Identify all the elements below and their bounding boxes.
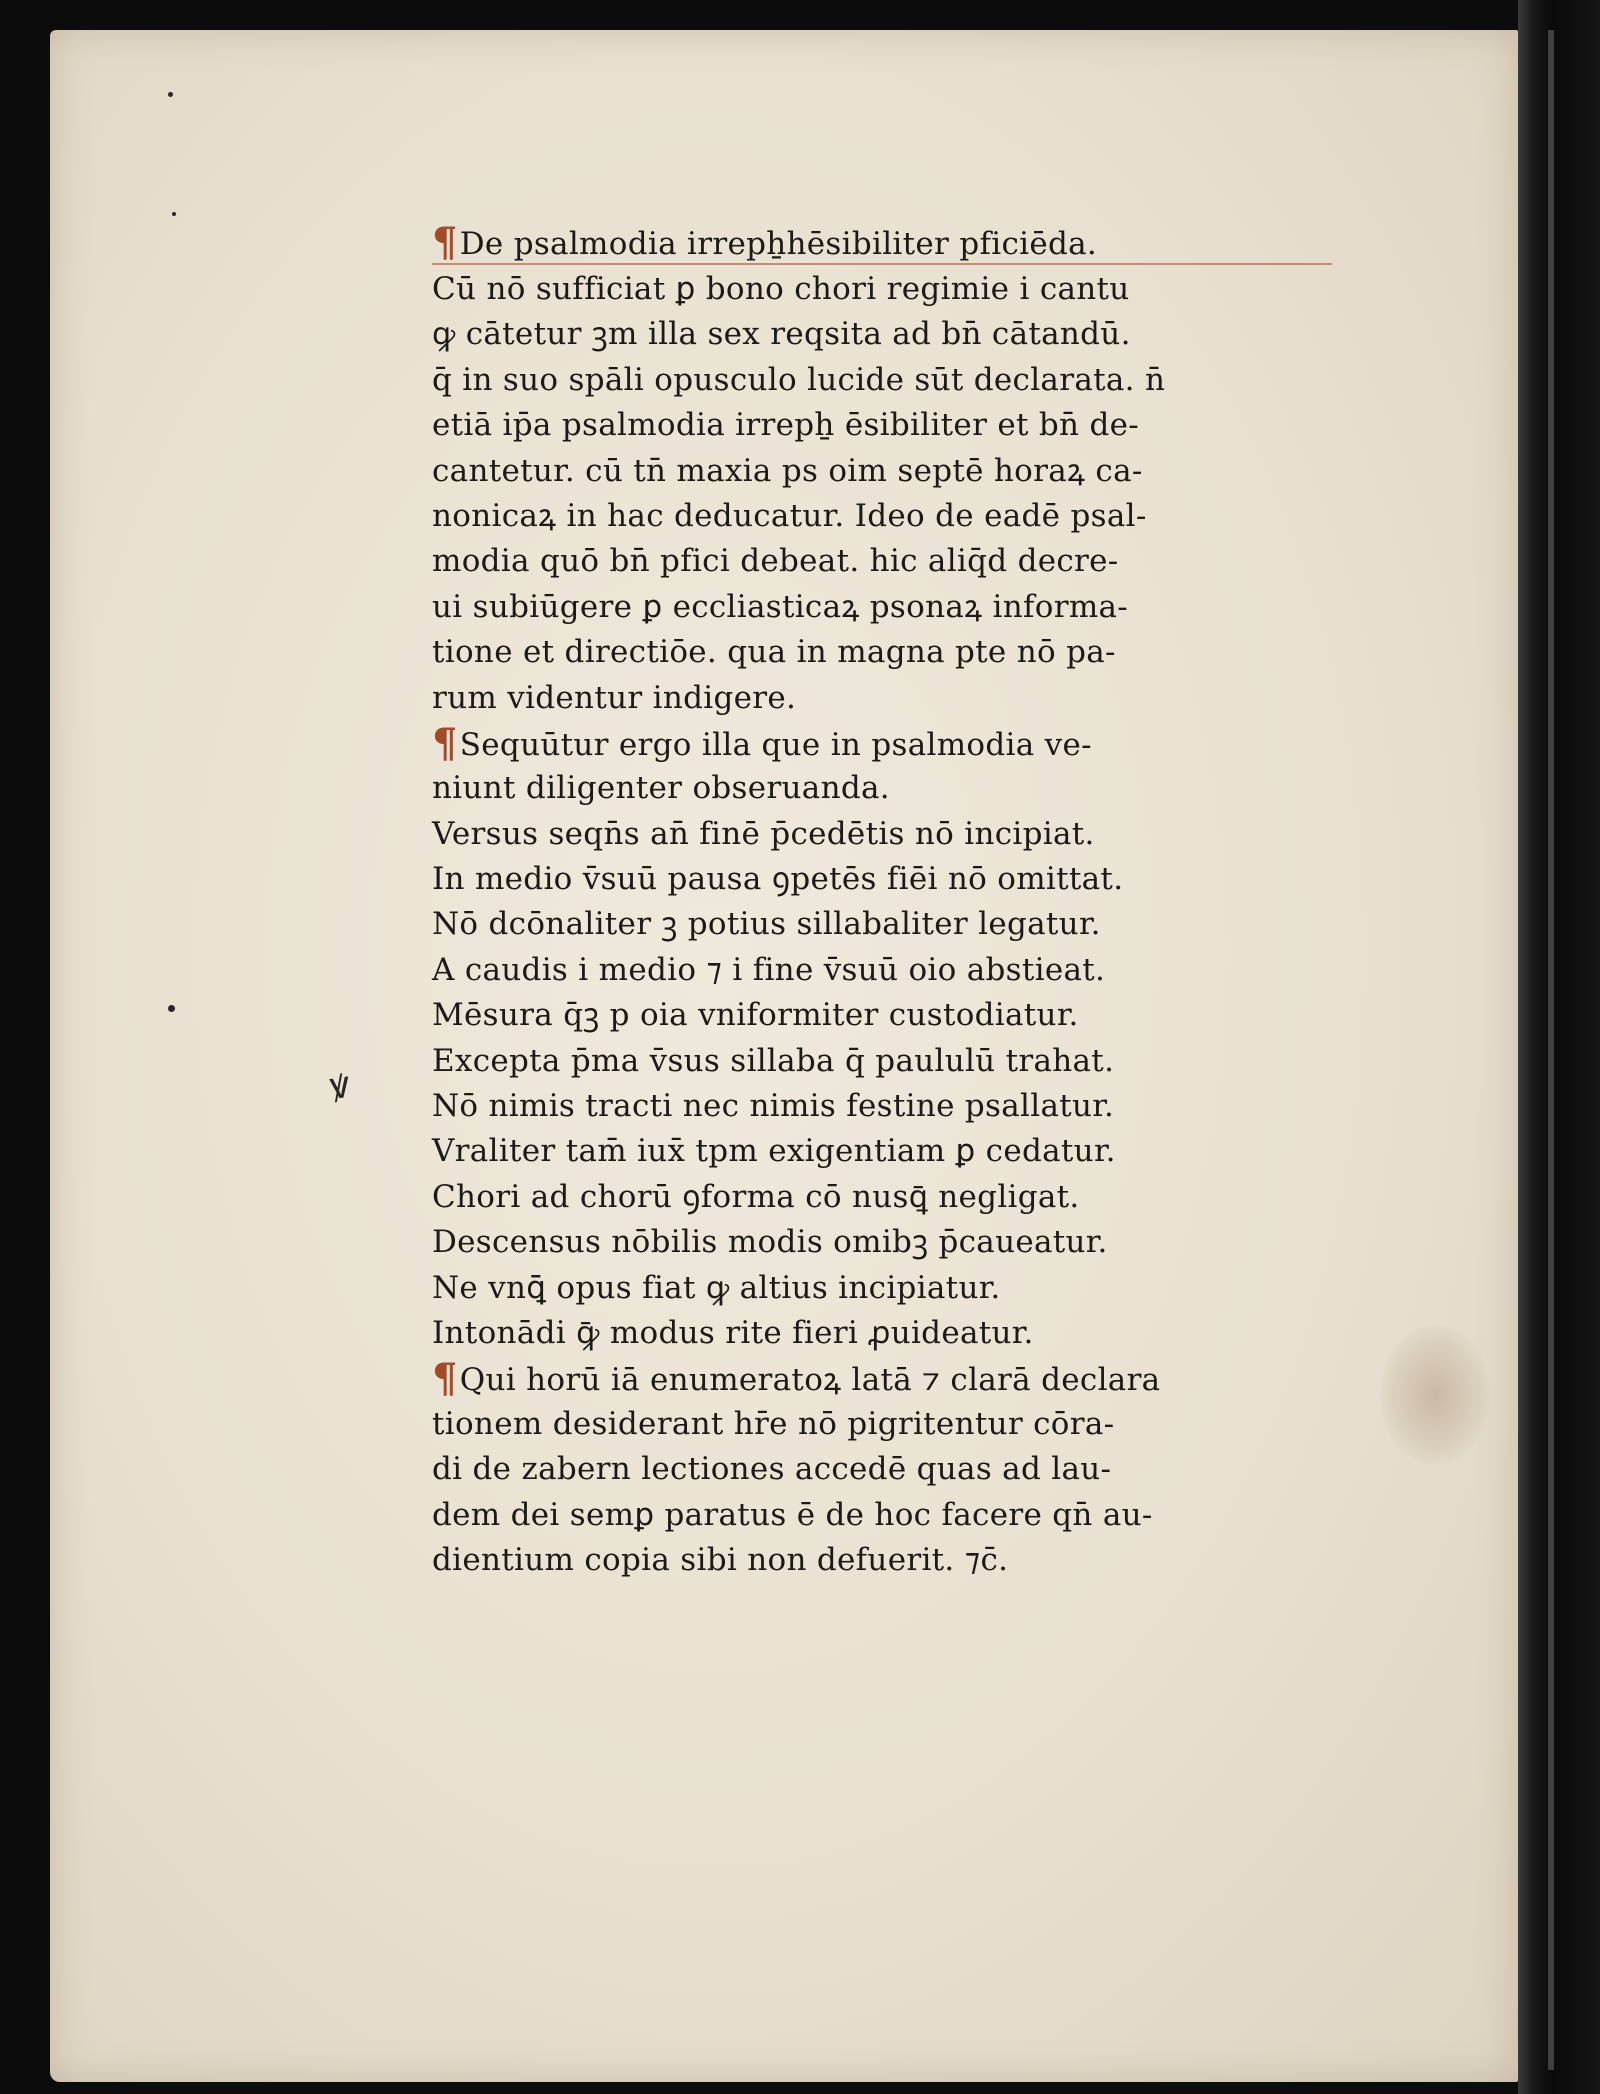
text-line: etiā ip̄a psalmodia irrepẖ ēsibiliter et bn̄ de-	[432, 407, 1140, 444]
text-line: Intonādi ꝙ̄ modus rite fieri ꝓuideatur.	[432, 1314, 1034, 1351]
heading-line: ¶De psalmodia irrepẖhēsibiliter pficiēda.	[432, 220, 1332, 265]
margin-annotation: ꝟ	[327, 1061, 353, 1109]
text-line: nonicaꝝ in hac deducatur. Ideo de eadē psal-	[432, 497, 1147, 534]
text-line: In medio v̄suū pausa ꝯpetēs fiēi nō omittat.	[432, 861, 1124, 898]
text-line: niunt diligenter obseruanda.	[432, 770, 890, 807]
page-stain	[1380, 1325, 1490, 1465]
text-line: Excepta p̄ma v̄sus sillaba q̄ paululū trahat.	[432, 1042, 1115, 1079]
text-line: ꝙ cātetur ꝫm illa sex reqsita ad bn̄ cātandū.	[432, 316, 1131, 353]
text-line: Cū nō sufficiat ꝑ bono chori regimie i cantu	[432, 271, 1130, 307]
text-line: Nō nimis tracti nec nimis festine psallatur.	[432, 1088, 1115, 1125]
text-line: rum videntur indigere.	[432, 679, 797, 716]
rubric-initial: ¶	[432, 719, 458, 767]
text-line: A caudis i medio ⁊ i fine v̄suū oio abstieat.	[432, 951, 1106, 988]
text-line: Descensus nōbilis modis omibꝫ p̄caueatur.	[432, 1224, 1108, 1261]
text-line: modia quō bn̄ pfici debeat. hic aliq̄d decre-	[432, 543, 1119, 580]
text-line: Mēsura q̄ꝫ p oia vniformiter custodiatur.	[432, 997, 1079, 1034]
text-line: dem dei semꝑ paratus ē de hoc facere qn̄ au-	[432, 1496, 1153, 1533]
page-edge	[1548, 30, 1554, 2070]
text-line: cantetur. cū tn̄ maxia ps oim septē horaꝝ ca-	[432, 452, 1143, 489]
text-line: Versus seqn̄s an̄ finē p̄cedētis nō incipiat.	[432, 815, 1095, 852]
text-line: q̄ in suo spāli opusculo lucide sūt declarata. n̄	[432, 361, 1166, 398]
text-block	[432, 220, 1332, 1583]
text-line: ui subiūgere ꝑ eccliasticaꝝ psonaꝝ informa-	[432, 588, 1129, 625]
text-line: ¶Sequūtur ergo illa que in psalmodia ve-	[432, 719, 1092, 767]
ink-speck	[168, 92, 173, 97]
text-line: Vraliter tam̄ iux̄ tpm exigentiam ꝑ cedatur.	[432, 1133, 1116, 1170]
ink-speck	[172, 212, 176, 216]
text-line: tione et directiōe. qua in magna pte nō pa-	[432, 634, 1116, 671]
book-gutter	[1518, 0, 1600, 2094]
text-line: tionem desiderant hr̄e nō pigritentur cōra-	[432, 1405, 1115, 1442]
text-line: dientium copia sibi non defuerit. ⁊c̄.	[432, 1541, 1009, 1578]
text-line: ¶Qui horū iā enumeratoꝝ latā ⁊ clarā declara	[432, 1355, 1161, 1403]
text-line: Chori ad chorū ꝯforma cō nusꝗ̄ negligat.	[432, 1178, 1080, 1215]
text-line: Ne vnꝗ̄ opus fiat ꝙ altius incipiatur.	[432, 1269, 1001, 1306]
text-line: di de zabern lectiones accedē quas ad lau-	[432, 1451, 1112, 1488]
ink-speck	[168, 1005, 175, 1012]
text-line: Nō dcōnaliter ꝫ potius sillabaliter legatur.	[432, 906, 1101, 943]
rubric-initial: ¶	[432, 1355, 458, 1403]
rubric-initial: ¶	[432, 219, 458, 266]
